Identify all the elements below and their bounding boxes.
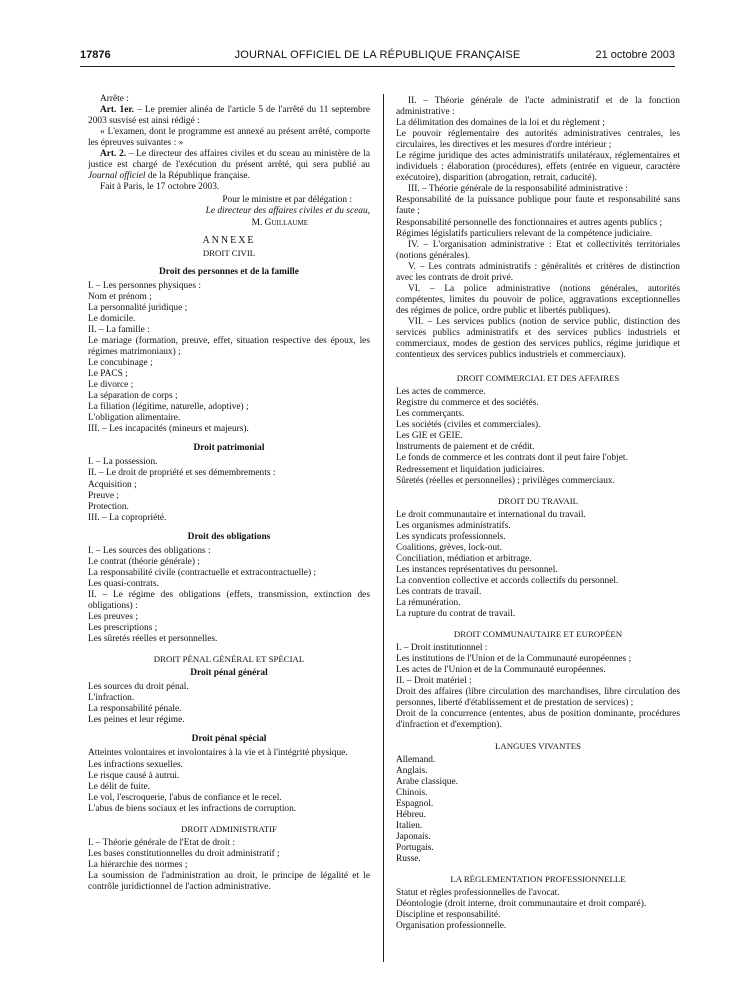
- list-item: Le mariage (formation, preuve, effet, situation respective des époux, les régimes matrimoniaux) ;: [88, 335, 370, 357]
- list-item: Droit de la concurrence (ententes, abus de position dominante, procédures d'infraction et d'exemption).: [396, 709, 680, 731]
- list-item: Hébreu.: [396, 809, 426, 820]
- article-2-journal: Journal officiel: [88, 171, 146, 182]
- list-item: III. – La copropriété.: [88, 512, 167, 523]
- signature-line-1: Pour le ministre et par délégation :: [222, 195, 352, 206]
- list-item: Les sources du droit pénal.: [88, 682, 189, 693]
- list-item: Le pouvoir réglementaire des autorités administratives centrales, les circulaires, les directives et les mesures d'ordre intérieur ;: [396, 129, 680, 151]
- reglementation-list: [396, 888, 680, 932]
- personnes-list: [88, 281, 370, 436]
- list-item: Le fonds de commerce et les contrats dont il peut faire l'objet.: [396, 453, 628, 464]
- list-item: II. – Le droit de propriété et ses démembrements :: [88, 468, 276, 479]
- reglementation-heading: LA RÉGLEMENTATION PROFESSIONNELLE: [450, 874, 626, 885]
- list-item: Les sûretés réelles et personnelles.: [88, 634, 218, 645]
- communautaire-list: [396, 643, 680, 731]
- travail-heading: DROIT DU TRAVAIL: [498, 495, 578, 506]
- list-item: Redressement et liquidation judiciaires.: [396, 464, 545, 475]
- list-item: Statut et règles professionnelles de l'avocat.: [396, 888, 560, 899]
- penal-special-list: [88, 748, 370, 814]
- list-item: I. – Droit institutionnel :: [396, 643, 488, 654]
- article-1: [88, 105, 370, 127]
- commercial-list: [396, 387, 680, 486]
- list-item: Le contrat (théorie générale) ;: [88, 556, 200, 567]
- signature-name: M. Guillaume: [251, 217, 308, 228]
- list-item: Espagnol.: [396, 798, 434, 809]
- travail-list: [396, 510, 680, 620]
- publication-date: 21 octobre 2003: [595, 49, 675, 61]
- list-item: Portugais.: [396, 842, 434, 853]
- admin-heading: DROIT ADMINISTRATIF: [181, 823, 277, 834]
- list-item: Le risque causé à autrui.: [88, 770, 180, 781]
- list-item: Sûretés (réelles et personnelles) ; privilèges commerciaux.: [396, 475, 615, 486]
- list-item: La délimitation des domaines de la loi et du règlement ;: [396, 118, 605, 129]
- penal-general-list: [88, 682, 370, 726]
- article-1-quote: « L'examen, dont le programme est annexé au présent arrêté, comporte les épreuves suivantes : »: [88, 127, 370, 149]
- right-column: [396, 96, 680, 932]
- list-item: VII. – Les services publics (notion de service public, distinction des services publics administratifs et des services publics industriels et commerciaux, modes de gestion des services publics, régime juridique et contentieux des services publics industriels et commerciaux).: [396, 316, 680, 361]
- list-item: Russe.: [396, 854, 421, 864]
- list-item: Protection.: [88, 501, 129, 512]
- list-item: Allemand.: [396, 754, 436, 765]
- list-item: L'abus de biens sociaux et les infractions de corruption.: [88, 803, 297, 814]
- list-item: Le régime juridique des actes administratifs unilatéraux, réglementaires et individuels : élaboration (procédures), effets (entrée en vigueur, caractère exécutoire), disparition (abrogation, retrait, caducité).: [396, 151, 680, 184]
- list-item: I. – Les personnes physiques :: [88, 280, 202, 291]
- article-2-label: Art. 2.: [100, 149, 127, 160]
- list-item: Les commerçants.: [396, 409, 465, 420]
- list-item: Le délit de fuite.: [88, 781, 150, 792]
- list-item: Déontologie (droit interne, droit communautaire et droit comparé).: [396, 899, 647, 910]
- list-item: Les instances représentatives du personnel.: [396, 564, 558, 575]
- list-item: Les sociétés (civiles et commerciales).: [396, 420, 541, 431]
- list-item: La filiation (légitime, naturelle, adoptive) ;: [88, 402, 249, 413]
- penal-heading: DROIT PÉNAL GÉNÉRAL ET SPÉCIAL: [153, 654, 305, 665]
- list-item: Le droit communautaire et international du travail.: [396, 509, 586, 520]
- communautaire-heading: DROIT COMMUNAUTAIRE ET EUROPÉEN: [453, 629, 623, 640]
- list-item: La responsabilité civile (contractuelle et extracontractuelle) ;: [88, 567, 317, 578]
- list-item: Les syndicats professionnels.: [396, 531, 506, 542]
- list-item: La soumission de l'administration au droit, le principe de légalité et le contrôle juridictionnel de l'action administrative.: [88, 870, 370, 892]
- annexe-title: ANNEXE: [202, 234, 256, 246]
- list-item: Arabe classique.: [396, 776, 458, 787]
- list-item: La responsabilité pénale.: [88, 704, 182, 715]
- list-item: Le PACS ;: [88, 369, 128, 380]
- langues-list: [396, 755, 680, 865]
- list-item: Le divorce ;: [88, 380, 134, 391]
- list-item: Le domicile.: [88, 313, 136, 324]
- list-item: I. – Les sources des obligations :: [88, 545, 211, 556]
- admin-list: [88, 838, 370, 893]
- list-item: I. – Théorie générale de l'Etat de droit :: [88, 837, 236, 848]
- article-2-text-a: – Le directeur des affaires civiles et du sceau au ministère de la justice est chargé de l'exécution du présent arrêté, qui sera publié au: [88, 149, 370, 171]
- list-item: VI. – La police administrative (notions générales, autorités compétentes, limites du pouvoir de police, aggravations exceptionnelles des régimes de police, ordre public et libertés publiques).: [396, 283, 680, 316]
- signature-line-2: Le directeur des affaires civiles et du sceau,: [205, 206, 370, 217]
- list-item: Chinois.: [396, 787, 428, 798]
- list-item: Preuve ;: [88, 490, 119, 501]
- page-number: 17876: [80, 49, 111, 61]
- list-item: Les preuves ;: [88, 612, 138, 623]
- list-item: Responsabilité personnelle des fonctionnaires et autres agents publics ;: [396, 217, 663, 228]
- list-item: La rémunération.: [396, 598, 461, 609]
- arrete-line: Arrête :: [100, 94, 129, 104]
- list-item: L'obligation alimentaire.: [88, 413, 181, 424]
- list-item: L'infraction.: [88, 693, 135, 704]
- admin-continued-list: [396, 96, 680, 361]
- patrimonial-title: Droit patrimonial: [193, 443, 265, 454]
- list-item: Nom et prénom ;: [88, 291, 152, 302]
- list-item: Organisation professionnelle.: [396, 921, 507, 932]
- droit-civil-heading: DROIT CIVIL: [202, 247, 256, 258]
- list-item: Les contrats de travail.: [396, 586, 482, 597]
- list-item: La convention collective et accords collectifs du personnel.: [396, 575, 619, 586]
- list-item: Instruments de paiement et de crédit.: [396, 442, 535, 453]
- list-item: Les GIE et GEIE.: [396, 431, 463, 442]
- list-item: II. – Théorie générale de l'acte administratif et de la fonction administrative :: [396, 96, 680, 118]
- list-item: Droit des affaires (libre circulation des marchandises, libre circulation des personnes, liberté d'établissement et de prestation de services) ;: [396, 687, 680, 709]
- penal-general-title: Droit pénal général: [190, 668, 268, 679]
- journal-title: JOURNAL OFFICIEL DE LA RÉPUBLIQUE FRANÇAISE: [234, 49, 521, 61]
- column-divider: [383, 94, 384, 962]
- article-1-text: – Le premier alinéa de l'article 5 de l'arrêté du 11 septembre 2003 susvisé est ainsi rédigé :: [88, 105, 370, 127]
- list-item: La séparation de corps ;: [88, 391, 178, 402]
- page-header: [80, 48, 675, 67]
- list-item: Les institutions de l'Union et de la Communauté européennes ;: [396, 654, 632, 665]
- obligations-list: [88, 546, 370, 645]
- list-item: Acquisition ;: [88, 479, 137, 490]
- patrimonial-list: [88, 457, 370, 523]
- list-item: Les infractions sexuelles.: [88, 759, 184, 770]
- list-item: V. – Les contrats administratifs : généralités et critères de distinction avec les contrats de droit privé.: [396, 261, 680, 283]
- list-item: Atteintes volontaires et involontaires à la vie et à l'intégrité physique.: [88, 748, 348, 759]
- list-item: I. – La possession.: [88, 457, 158, 468]
- list-item: III. – Théorie générale de la responsabilité administrative :: [408, 184, 628, 195]
- langues-heading: LANGUES VIVANTES: [495, 740, 581, 751]
- penal-special-title: Droit pénal spécial: [191, 734, 267, 745]
- article-2: [88, 149, 370, 182]
- article-2-text-b: de la République française.: [145, 171, 250, 182]
- list-item: Le concubinage ;: [88, 358, 153, 369]
- list-item: La rupture du contrat de travail.: [396, 609, 516, 620]
- list-item: Les organismes administratifs.: [396, 520, 511, 531]
- obligations-title: Droit des obligations: [187, 531, 271, 542]
- list-item: Régimes législatifs particuliers relevant de la compétence judiciaire.: [396, 228, 653, 239]
- list-item: Les bases constitutionnelles du droit administratif ;: [88, 848, 280, 859]
- list-item: Les prescriptions ;: [88, 623, 158, 634]
- fait-a-paris: Fait à Paris, le 17 octobre 2003.: [100, 182, 220, 193]
- list-item: Discipline et responsabilité.: [396, 910, 501, 921]
- list-item: Coalitions, grèves, lock-out.: [396, 542, 502, 553]
- list-item: Conciliation, médiation et arbitrage.: [396, 553, 532, 564]
- list-item: La personnalité juridique ;: [88, 302, 188, 313]
- list-item: IV. – L'organisation administrative : Etat et collectivités territoriales (notions générales).: [396, 239, 680, 261]
- list-item: Les actes de l'Union et de la Communauté européennes.: [396, 665, 606, 676]
- list-item: Le vol, l'escroquerie, l'abus de confiance et le recel.: [88, 792, 282, 803]
- personnes-title: Droit des personnes et de la famille: [159, 266, 299, 277]
- list-item: III. – Les incapacités (mineurs et majeurs).: [88, 424, 249, 435]
- list-item: II. – Droit matériel :: [396, 676, 472, 687]
- commercial-heading: DROIT COMMERCIAL ET DES AFFAIRES: [456, 373, 620, 384]
- left-column: [88, 94, 370, 893]
- list-item: Japonais.: [396, 831, 431, 842]
- list-item: II. – La famille :: [88, 324, 150, 335]
- list-item: Anglais.: [396, 765, 428, 776]
- list-item: La hiérarchie des normes ;: [88, 859, 188, 870]
- list-item: Italien.: [396, 820, 423, 831]
- list-item: Les quasi-contrats.: [88, 578, 159, 589]
- article-1-label: Art. 1er.: [100, 105, 134, 116]
- list-item: II. – Le régime des obligations (effets, transmission, extinction des obligations) :: [88, 589, 370, 611]
- list-item: Responsabilité de la puissance publique pour faute et responsabilité sans faute ;: [396, 195, 680, 217]
- list-item: Registre du commerce et des sociétés.: [396, 398, 539, 409]
- list-item: Les actes de commerce.: [396, 387, 486, 398]
- list-item: Les peines et leur régime.: [88, 715, 185, 726]
